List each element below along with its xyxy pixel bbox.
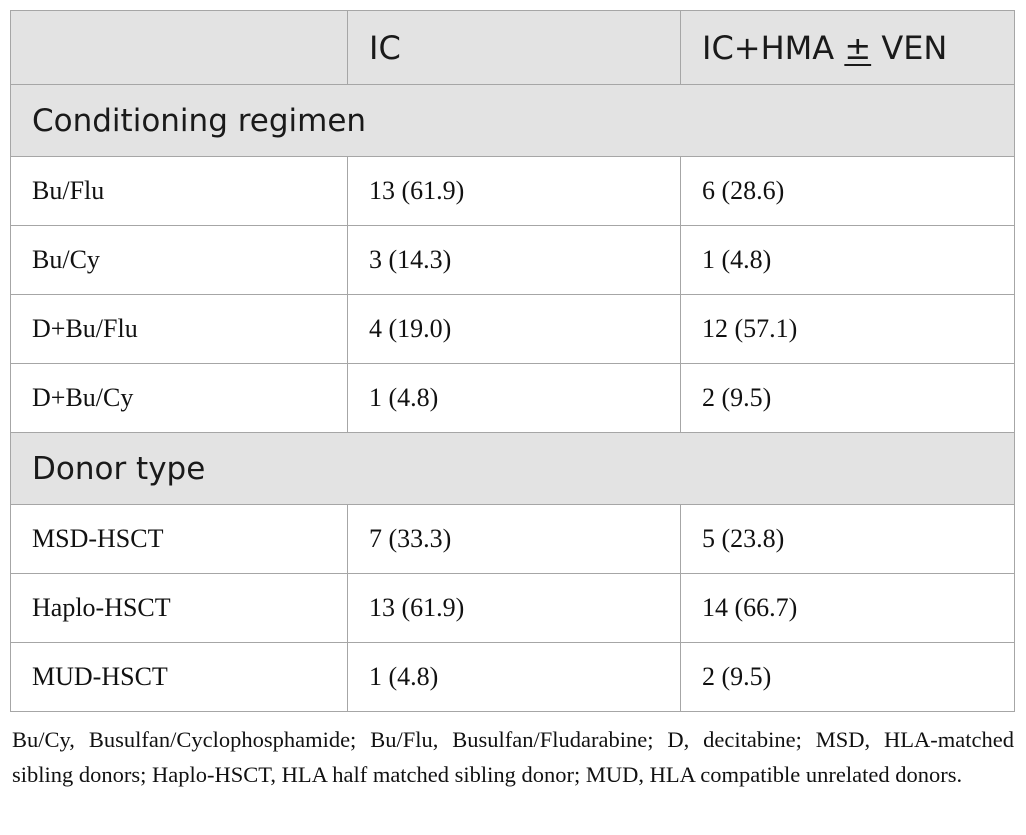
ic-value: 4 (19.0) xyxy=(348,295,681,364)
ic-hma-ven-value: 6 (28.6) xyxy=(681,157,1015,226)
header-ic-hma-ven-prefix: IC+HMA xyxy=(702,28,845,67)
ic-hma-ven-value: 2 (9.5) xyxy=(681,364,1015,433)
ic-hma-ven-value: 1 (4.8) xyxy=(681,226,1015,295)
table-row xyxy=(11,505,1015,574)
row-label: Bu/Flu xyxy=(11,157,348,226)
table-row xyxy=(11,574,1015,643)
ic-value: 1 (4.8) xyxy=(348,643,681,712)
table-row xyxy=(11,157,1015,226)
row-label: Haplo-HSCT xyxy=(11,574,348,643)
plus-minus-symbol: ± xyxy=(844,28,872,67)
section-header-row xyxy=(11,85,1015,157)
section-title-conditioning-regimen: Conditioning regimen xyxy=(11,85,1015,157)
transplant-characteristics-table xyxy=(10,10,1015,712)
row-label: MUD-HSCT xyxy=(11,643,348,712)
ic-hma-ven-value: 12 (57.1) xyxy=(681,295,1015,364)
data-table-container xyxy=(10,10,1014,712)
ic-hma-ven-value: 14 (66.7) xyxy=(681,574,1015,643)
ic-value: 13 (61.9) xyxy=(348,574,681,643)
row-label: D+Bu/Flu xyxy=(11,295,348,364)
section-header-row xyxy=(11,433,1015,505)
ic-value: 7 (33.3) xyxy=(348,505,681,574)
ic-value: 1 (4.8) xyxy=(348,364,681,433)
section-title-donor-type: Donor type xyxy=(11,433,1015,505)
ic-hma-ven-value: 5 (23.8) xyxy=(681,505,1015,574)
table-row xyxy=(11,643,1015,712)
table-footnote: Bu/Cy, Busulfan/Cyclophosphamide; Bu/Flu, Busulfan/Fludarabine; D, decitabine; MSD, HLA-matched sibling donors; Haplo-HSCT, HLA half matched sibling donor; MUD, HLA compatible unrelated donors. xyxy=(12,727,1014,787)
header-ic-hma-ven xyxy=(681,11,1015,85)
row-label: MSD-HSCT xyxy=(11,505,348,574)
header-ic: IC xyxy=(348,11,681,85)
ic-hma-ven-value: 2 (9.5) xyxy=(681,643,1015,712)
table-row xyxy=(11,226,1015,295)
header-ic-hma-ven-suffix: VEN xyxy=(871,28,948,67)
table-row xyxy=(11,295,1015,364)
table-header-row xyxy=(11,11,1015,85)
ic-value: 13 (61.9) xyxy=(348,157,681,226)
row-label: Bu/Cy xyxy=(11,226,348,295)
row-label: D+Bu/Cy xyxy=(11,364,348,433)
table-row xyxy=(11,364,1015,433)
ic-value: 3 (14.3) xyxy=(348,226,681,295)
header-empty-cell xyxy=(11,11,348,85)
